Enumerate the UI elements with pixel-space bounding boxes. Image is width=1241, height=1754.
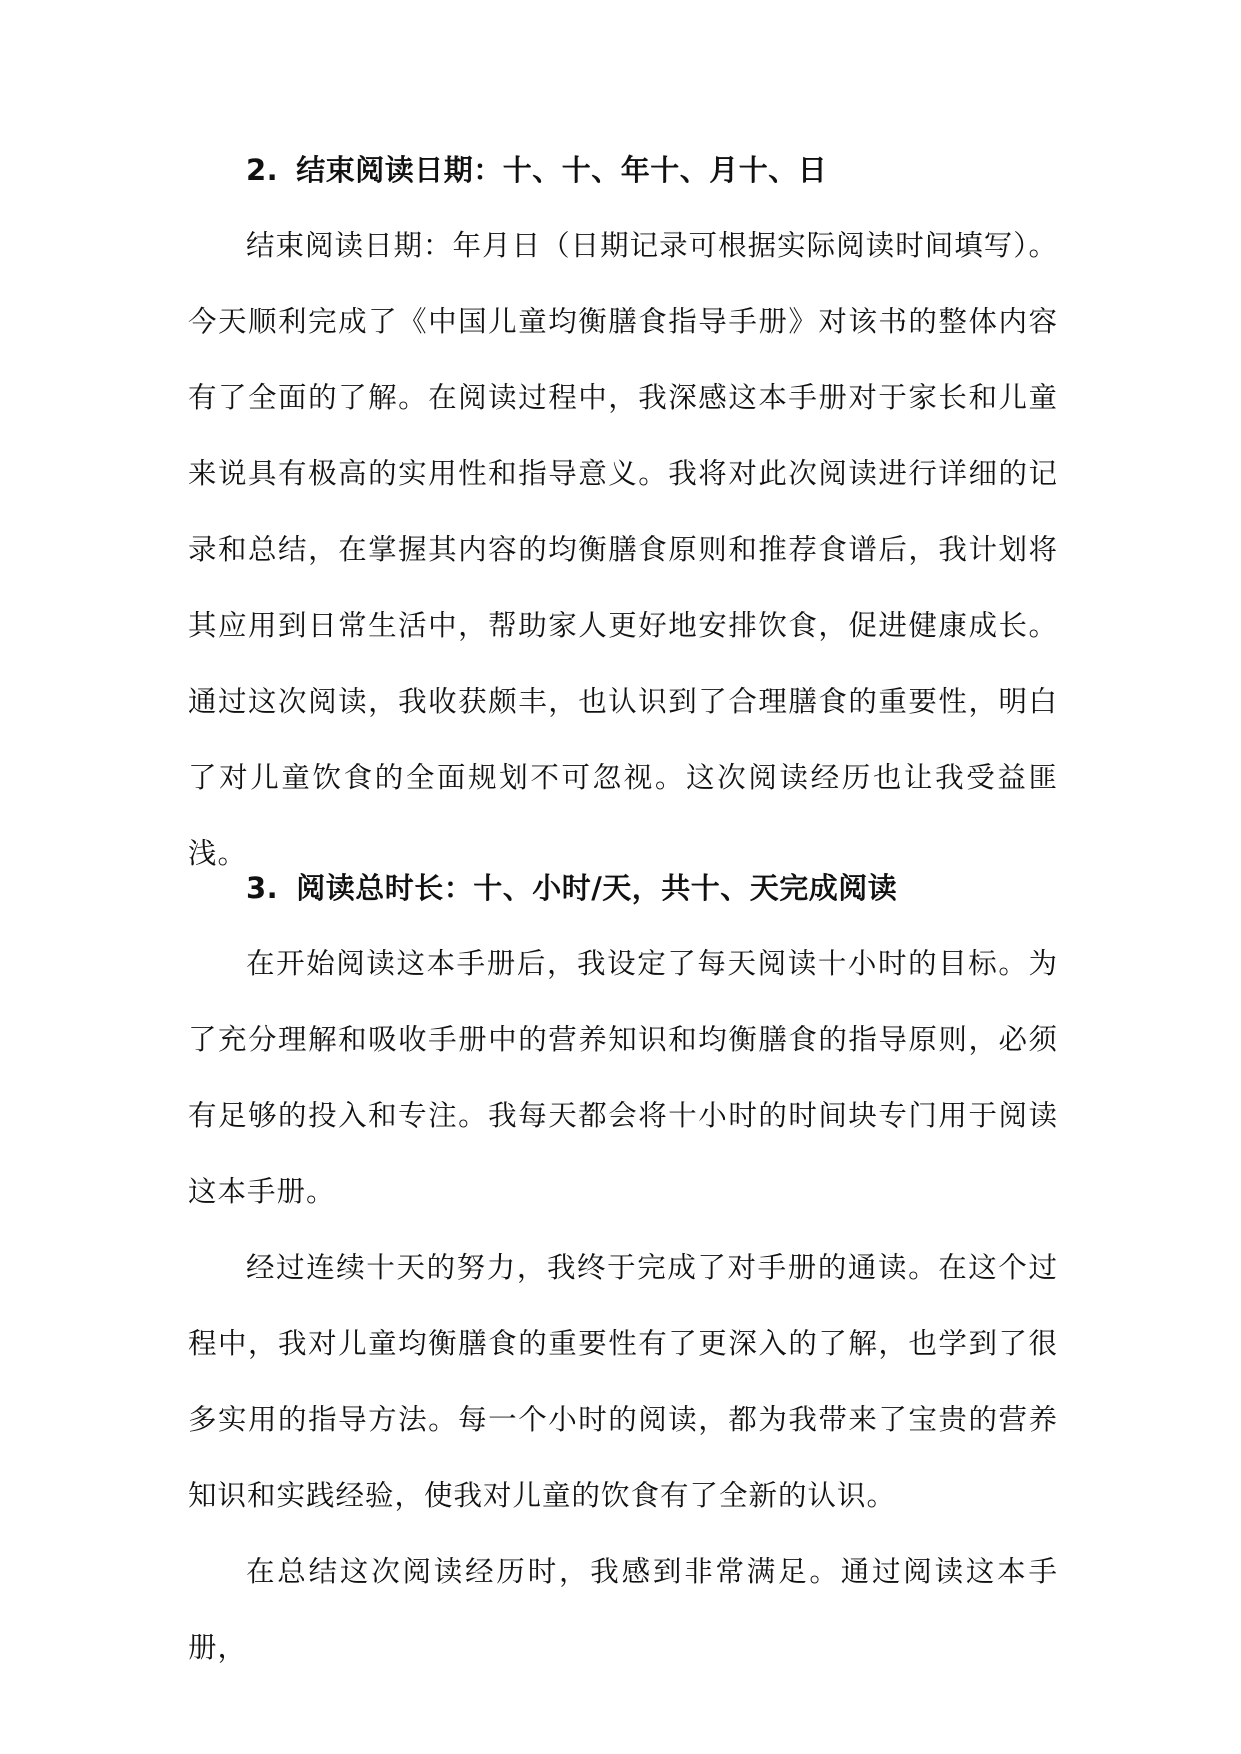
paragraph-end-date: 结束阅读日期：年月日（日期记录可根据实际阅读时间填写）。今天顺利完成了《中国儿童均衡膳食指导手册》对该书的整体内容有了全面的了解。在阅读过程中，我深感这本手册对于家长和儿童来说具有极高的实用性和指导意义。我将对此次阅读进行详细的记录和总结，在掌握其内容的均衡膳食原则和推荐食谱后，我计划将其应用到日常生活中，帮助家人更好地安排饮食，促进健康成长。通过这次阅读，我收获颇丰，也认识到了合理膳食的重要性，明白了对儿童饮食的全面规划不可忽视。这次阅读经历也让我受益匪浅。 bbox=[188, 229, 1058, 870]
section-title: 阅读总时长：十、小时/天，共十、天完成阅读 bbox=[296, 871, 898, 905]
section-title: 结束阅读日期：十、十、年十、月十、日 bbox=[296, 153, 828, 187]
section-number: 2. bbox=[246, 153, 279, 187]
section-heading-total-time bbox=[246, 868, 897, 908]
paragraph-summary: 在总结这次阅读经历时，我感到非常满足。通过阅读这本手册， bbox=[188, 1555, 1058, 1664]
section-number: 3. bbox=[246, 871, 279, 905]
paragraph-reading-goal: 在开始阅读这本手册后，我设定了每天阅读十小时的目标。为了充分理解和吸收手册中的营养知识和均衡膳食的指导原则，必须有足够的投入和专注。我每天都会将十小时的时间块专门用于阅读这本手册。 bbox=[188, 947, 1058, 1208]
section-heading-end-date bbox=[246, 150, 827, 190]
paragraph-completion: 经过连续十天的努力，我终于完成了对手册的通读。在这个过程中，我对儿童均衡膳食的重要性有了更深入的了解，也学到了很多实用的指导方法。每一个小时的阅读，都为我带来了宝贵的营养知识和实践经验，使我对儿童的饮食有了全新的认识。 bbox=[188, 1251, 1058, 1512]
